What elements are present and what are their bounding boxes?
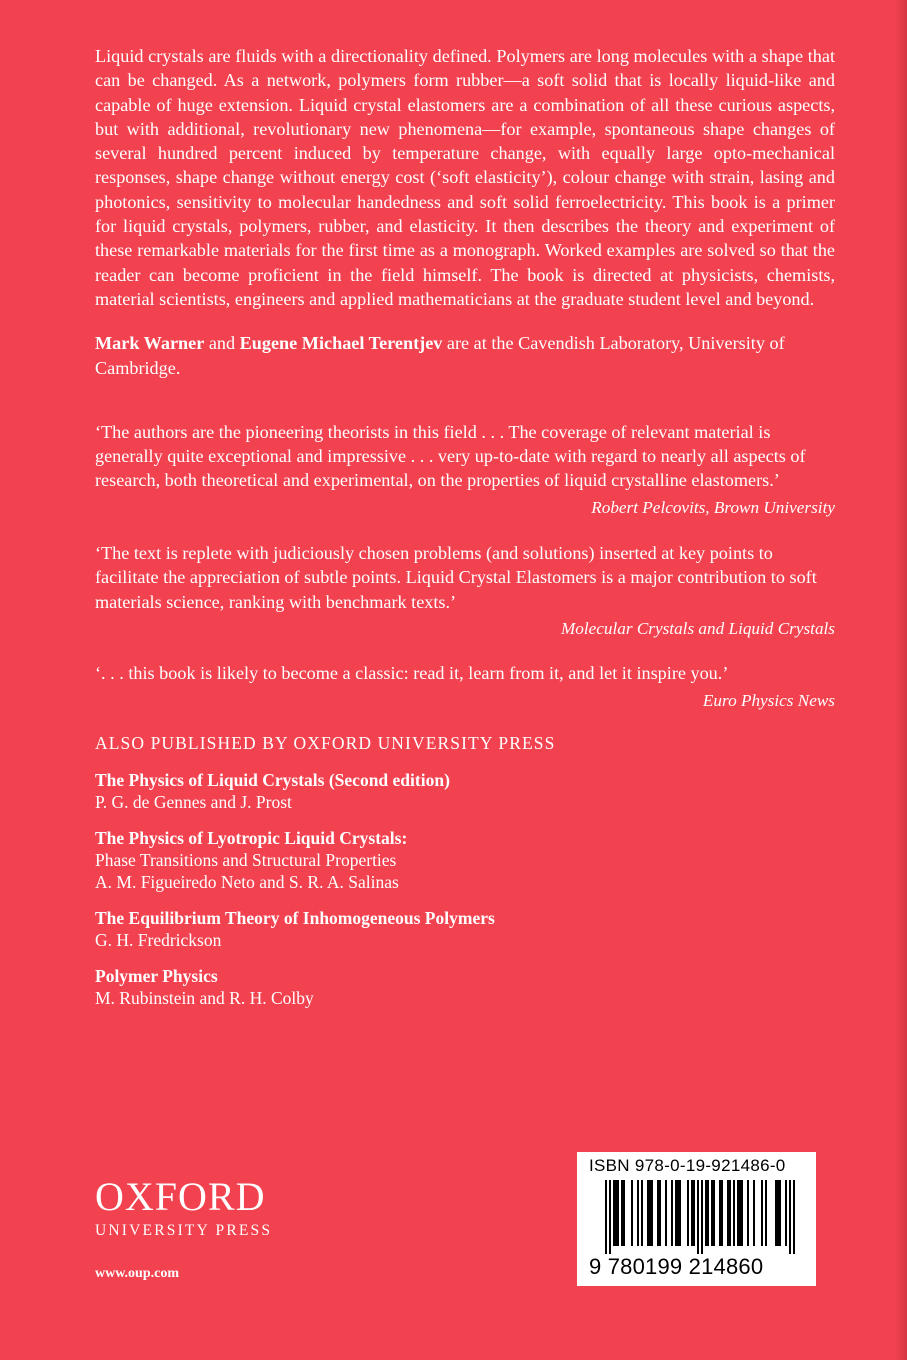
barcode-bar — [649, 1180, 651, 1246]
barcode-bar — [705, 1180, 707, 1246]
barcode-bar — [753, 1180, 755, 1246]
barcode-bar — [647, 1180, 649, 1246]
barcode-bar — [623, 1180, 625, 1246]
review-quote-text: ‘The authors are the pioneering theorists in this field . . . The coverage of relevant material is generally quite exceptional and impressive . . . very up-to-date with regard to nearly all aspects of research, both theoretical and experimental, on the properties of liquid crystalline elastomers.’ — [95, 421, 806, 491]
barcode-bar — [713, 1180, 715, 1246]
barcode-bar — [789, 1180, 791, 1254]
barcode-bar — [665, 1180, 667, 1246]
barcode-bar — [605, 1180, 607, 1254]
barcode-bar — [637, 1180, 639, 1246]
barcode-bar — [697, 1180, 699, 1254]
author-name-1: Mark Warner — [95, 333, 205, 354]
author-name-2: Eugene Michael Terentjev — [239, 333, 443, 354]
barcode-bar — [719, 1180, 721, 1246]
barcode-bar — [793, 1180, 795, 1254]
barcode-bar — [679, 1180, 681, 1246]
barcode-bar — [707, 1180, 709, 1246]
barcode-bar — [641, 1180, 643, 1246]
book-authors: G. H. Fredrickson — [95, 929, 222, 950]
barcode-bar — [691, 1180, 693, 1246]
review-quote-1 — [95, 420, 835, 520]
barcode-bar — [779, 1180, 781, 1246]
barcode-bar — [733, 1180, 735, 1246]
review-quote-source: Molecular Crystals and Liquid Crystals — [560, 618, 835, 638]
barcode-icon — [589, 1180, 811, 1254]
barcode-bar — [693, 1180, 695, 1246]
barcode-bar — [701, 1180, 703, 1254]
barcode-bar — [775, 1180, 777, 1246]
author-conjunction: and — [204, 333, 240, 354]
publisher-url[interactable]: www.oup.com — [95, 1266, 180, 1281]
logo-word: OXFORD — [95, 1174, 266, 1219]
barcode-bar — [657, 1180, 659, 1246]
review-quote-text: ‘The text is replete with judiciously chosen problems (and solutions) inserted at key points to facilitate the appreciation of subtle points. Liquid Crystal Elastomers is a major contribution to soft materials science, ranking with benchmark texts.’ — [95, 543, 817, 612]
book-entry-2 — [95, 827, 835, 893]
barcode-bar — [711, 1180, 713, 1246]
book-authors: A. M. Figueiredo Neto and S. R. A. Salinas — [95, 871, 399, 892]
book-title: The Physics of Liquid Crystals (Second edition) — [95, 769, 450, 790]
barcode-bar — [631, 1180, 633, 1246]
book-title: The Equilibrium Theory of Inhomogeneous Polymers — [95, 907, 495, 928]
book-entry-3 — [95, 907, 835, 951]
oxford-university-press-logo — [95, 1175, 272, 1241]
book-description: Liquid crystals are fluids with a directionality defined. Polymers are long molecules with a shape that can be changed. As a network, polymers form rubber—a soft solid that is locally liquid-like and capable of huge extension. Liquid crystal elastomers are a combination of all these curious aspects, but with additional, revolutionary new phenomena—for example, spontaneous shape changes of several hundred percent induced by temperature change, with equally large opto-mechanical responses, shape change without energy cost (‘soft elasticity’), colour change with strain, lasing and photonics, sensitivity to molecular handedness and soft solid ferroelectricity. This book is a primer for liquid crystals, polymers, rubber, and elasticity. It then describes the theory and experiment of these remarkable materials for the first time as a monograph. Worked examples are solved so that the reader can become proficient in the field himself. The book is directed at physicists, chemists, material scientists, engineers and applied mathematicians at the graduate student level and beyond. — [95, 46, 835, 309]
barcode-bar — [739, 1180, 741, 1246]
barcode-bar — [687, 1180, 689, 1246]
review-quote-text: ‘. . . this book is likely to become a classic: read it, learn from it, and let it inspire you.’ — [95, 663, 729, 684]
review-quote-2 — [95, 541, 835, 641]
barcode-bar — [677, 1180, 679, 1246]
barcode-bar — [621, 1180, 623, 1246]
barcode-bar — [741, 1180, 743, 1246]
barcode-bar — [721, 1180, 723, 1246]
barcode-bar — [761, 1180, 763, 1246]
isbn-label: ISBN 978-0-19-921486-0 — [589, 1156, 786, 1175]
book-entry-1 — [95, 769, 835, 813]
barcode-bar — [613, 1180, 615, 1246]
isbn-barcode-panel — [577, 1152, 816, 1286]
cover-edge-shadow — [895, 0, 907, 1360]
barcode-bar — [765, 1180, 767, 1246]
barcode-bar — [737, 1180, 739, 1246]
book-entry-4 — [95, 965, 835, 1009]
book-authors: M. Rubinstein and R. H. Colby — [95, 987, 314, 1008]
review-quote-source: Robert Pelcovits, Brown University — [591, 497, 835, 517]
barcode-bar — [617, 1180, 619, 1246]
barcode-bar — [651, 1180, 653, 1246]
barcode-bar — [671, 1180, 673, 1246]
barcode-bar — [615, 1180, 617, 1246]
review-quote-3 — [95, 661, 835, 713]
review-quote-source: Euro Physics News — [702, 690, 835, 710]
barcode-bar — [659, 1180, 661, 1246]
back-cover-content — [95, 44, 835, 1009]
logo-subtitle: UNIVERSITY PRESS — [95, 1222, 273, 1239]
book-authors: P. G. de Gennes and J. Prost — [95, 791, 292, 812]
barcode-bar — [747, 1180, 749, 1246]
barcode-bar — [729, 1180, 731, 1246]
barcode-bar — [777, 1180, 779, 1246]
also-published-heading: ALSO PUBLISHED BY OXFORD UNIVERSITY PRESS — [95, 732, 556, 753]
barcode-bar — [609, 1180, 611, 1254]
author-affiliation: are at the Cavendish Laboratory, University of Cambridge. — [95, 333, 785, 378]
barcode-bar — [675, 1180, 677, 1246]
book-title: Polymer Physics — [95, 965, 218, 986]
barcode-bar — [727, 1180, 729, 1246]
author-note — [95, 331, 835, 380]
book-subtitle: Phase Transitions and Structural Properties — [95, 849, 397, 870]
barcode-bar — [785, 1180, 787, 1246]
book-title: The Physics of Lyotropic Liquid Crystals: — [95, 827, 408, 848]
barcode-digits: 9 780199 214860 — [589, 1254, 764, 1279]
